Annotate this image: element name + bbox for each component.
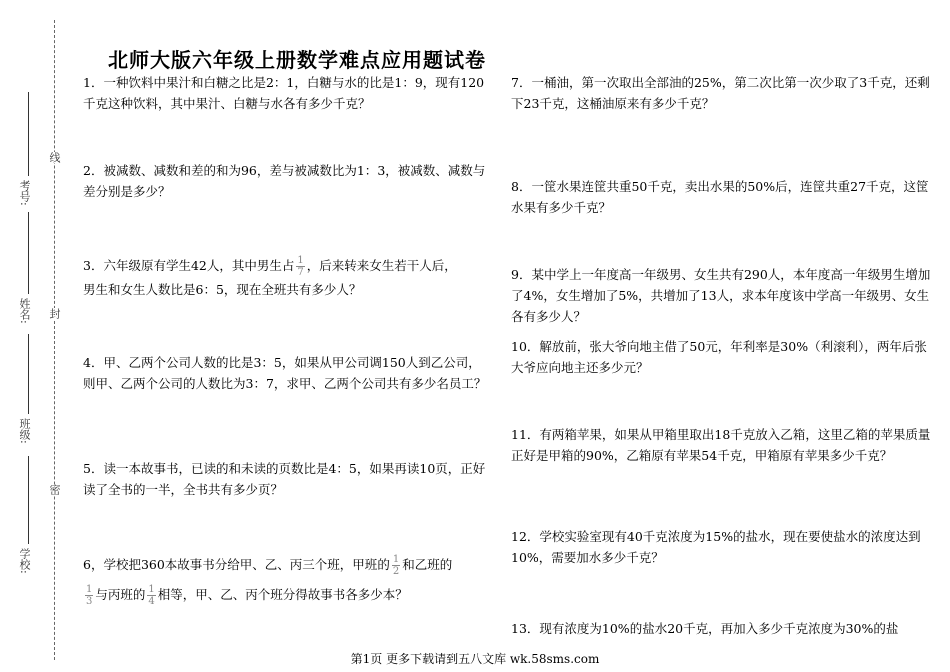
xingming-fill-line — [28, 212, 29, 294]
kaohao-fill-line — [28, 92, 29, 176]
question-7: 7．一桶油，第一次取出全部油的25%，第二次比第一次少取了3千克，还剩下23千克，这桶油原来有多少千克？ — [511, 75, 930, 111]
question-4: 4．甲、乙两个公司人数的比是3：5，如果从甲公司调150人到乙公司，则甲、乙两个公司的人数比为3：7，求甲、乙两个公司共有多少名员工？ — [83, 355, 487, 391]
fraction-one-quarter: $\frac{1}{4}$ — [148, 584, 155, 607]
question-3-text-b: ，后来转来女生若干人后， — [306, 258, 457, 273]
xuexiao-fill-line — [28, 456, 29, 544]
label-kaohao: 考号: — [18, 180, 31, 206]
page-title: 北师大版六年级上册数学难点应用题试卷 — [108, 48, 486, 72]
cut-mark-feng: 封 — [48, 308, 61, 319]
cut-dashed-line — [54, 20, 55, 660]
cut-mark-xian: 线 — [48, 152, 61, 163]
question-8: 8．一筐水果连筐共重50千克，卖出水果的50%后，连筐共重27千克，这筐水果有多少千克？ — [511, 179, 929, 215]
cut-mark-mi: 密 — [48, 484, 61, 495]
question-6-text-c: 与丙班的 — [95, 587, 146, 602]
banji-fill-line — [28, 334, 29, 414]
question-3-text-c: 男生和女生人数比是6：5，现在全班共有多少人？ — [83, 282, 362, 297]
binding-margin — [0, 0, 72, 672]
question-6 — [83, 550, 493, 610]
question-9: 9．某中学上一年度高一年级男、女生共有290人，本年度高一年级男生增加了4%，女生增加了5%，共增加了13人，求本年度该中学高一年级男、女生各有多少人？ — [511, 267, 931, 324]
question-2: 2．被减数、减数和差的和为96，差与被减数比为1：3，被减数、减数与差分别是多少？ — [83, 163, 486, 199]
question-6-text-b: 和乙班的 — [402, 557, 453, 572]
question-3 — [83, 254, 493, 302]
question-10: 10．解放前，张大爷向地主借了50元，年利率是30%（利滚利），两年后张大爷应向地主还多少元？ — [511, 339, 927, 375]
question-1: 1．一种饮料中果汁和白糖之比是2：1，白糖与水的比是1：9，现有120千克这种饮料，其中果汁、白糖与水各有多少千克？ — [83, 75, 485, 111]
label-xuexiao: 学校: — [18, 548, 31, 574]
question-3-text-a: 3．六年级原有学生42人，其中男生占 — [83, 258, 295, 273]
question-6-text-a: 6，学校把360本故事书分给甲、乙、丙三个班，甲班的 — [83, 557, 390, 572]
question-13: 13．现有浓度为10%的盐水20千克，再加入多少千克浓度为30%的盐 — [511, 621, 899, 636]
fraction-one-seventh: $\frac{1}{7}$ — [297, 255, 304, 278]
question-6-text-d: 相等，甲、乙、丙个班分得故事书各多少本？ — [157, 587, 408, 602]
fraction-one-half: $\frac{1}{2}$ — [392, 554, 400, 577]
fraction-one-third: $\frac{1}{3}$ — [86, 584, 93, 607]
question-11: 11．有两箱苹果，如果从甲箱里取出18千克放入乙箱，这里乙箱的苹果质量正好是甲箱的90%，乙箱原有苹果54千克，甲箱原有苹果多少千克？ — [511, 427, 931, 463]
label-banji: 班级: — [18, 418, 31, 444]
question-12: 12．学校实验室现有40千克浓度为15%的盐水，现在要使盐水的浓度达到10%，需要加水多少千克？ — [511, 529, 921, 565]
page-footer: 第1页 更多下载请到五八文库 wk.58sms.com — [350, 652, 600, 666]
question-5: 5．读一本故事书，已读的和未读的页数比是4：5，如果再读10页，正好读了全书的一半，全书共有多少页？ — [83, 461, 486, 497]
label-xingming: 姓名: — [18, 298, 31, 324]
